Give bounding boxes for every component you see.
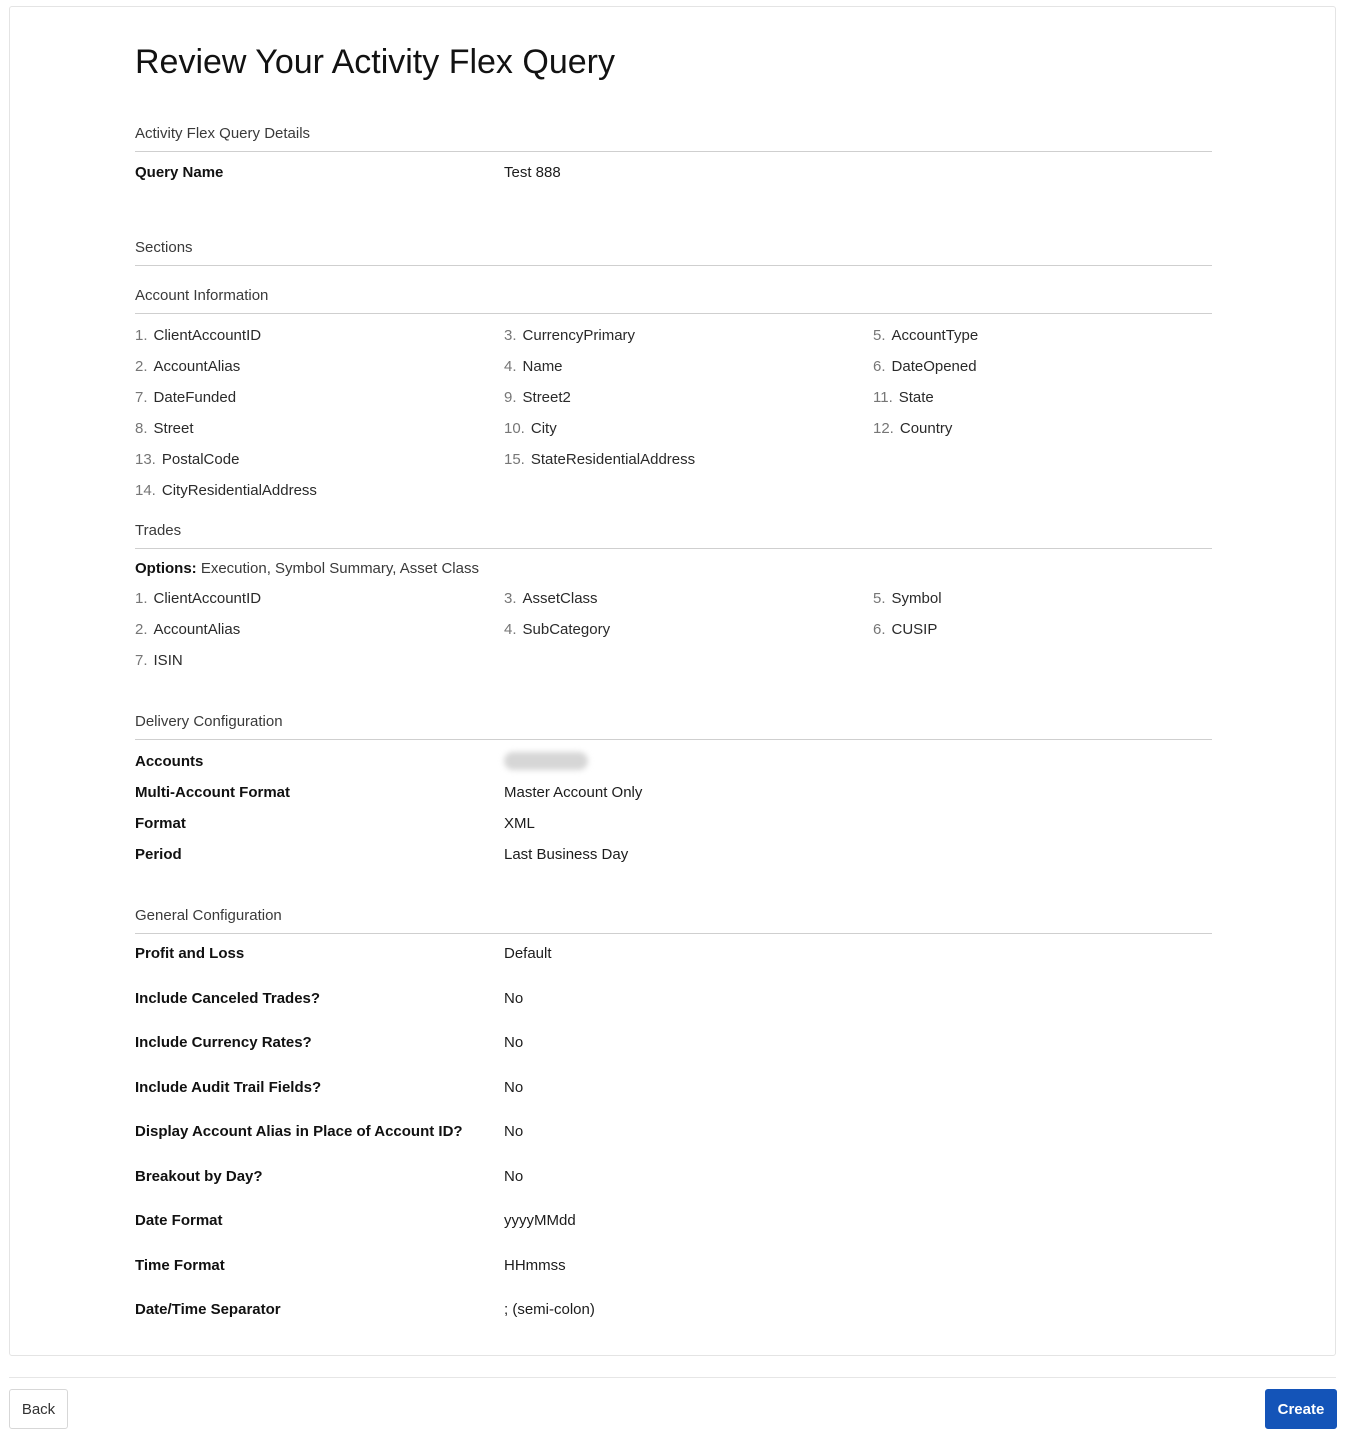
account-info-field: 8. Street	[135, 420, 194, 437]
trades-heading: Trades	[135, 522, 1212, 549]
general-value-date-format: yyyyMMdd	[504, 1212, 576, 1229]
general-label-date-format: Date Format	[135, 1212, 223, 1229]
delivery-heading: Delivery Configuration	[135, 713, 1212, 740]
delivery-label-accounts: Accounts	[135, 753, 204, 770]
trades-field: 6. CUSIP	[873, 621, 938, 638]
general-value-breakout-by-day: No	[504, 1168, 524, 1185]
page-title: Review Your Activity Flex Query	[135, 43, 615, 81]
general-label-profit-and-loss: Profit and Loss	[135, 945, 245, 962]
general-label-time-format: Time Format	[135, 1257, 225, 1274]
account-info-field: 4. Name	[504, 358, 563, 375]
general-value-display-account-alias: No	[504, 1123, 524, 1140]
details-heading: Activity Flex Query Details	[135, 125, 1212, 152]
account-info-field: 9. Street2	[504, 389, 571, 406]
general-label-include-currency-rates: Include Currency Rates?	[135, 1034, 312, 1051]
general-value-time-format: HHmmss	[504, 1257, 566, 1274]
delivery-label-period: Period	[135, 846, 182, 863]
create-button[interactable]: Create	[1265, 1389, 1337, 1429]
sections-heading: Sections	[135, 239, 1212, 266]
query-name-label: Query Name	[135, 164, 224, 181]
trades-field: 7. ISIN	[135, 652, 183, 669]
general-value-profit-and-loss: Default	[504, 945, 552, 962]
trades-field: 3. AssetClass	[504, 590, 598, 607]
general-label-include-canceled-trades: Include Canceled Trades?	[135, 990, 321, 1007]
general-heading: General Configuration	[135, 907, 1212, 934]
general-label-display-account-alias: Display Account Alias in Place of Account ID?	[135, 1123, 463, 1140]
trades-field: 2. AccountAlias	[135, 621, 241, 638]
account-info-field: 15. StateResidentialAddress	[504, 451, 696, 468]
general-value-include-currency-rates: No	[504, 1034, 524, 1051]
account-info-field: 5. AccountType	[873, 327, 979, 344]
review-card	[9, 6, 1336, 1356]
general-value-date-time-separator: ; (semi-colon)	[504, 1301, 595, 1318]
delivery-value-multi-account-format: Master Account Only	[504, 784, 643, 801]
general-label-breakout-by-day: Breakout by Day?	[135, 1168, 263, 1185]
account-info-field: 12. Country	[873, 420, 953, 437]
delivery-value-format: XML	[504, 815, 535, 832]
delivery-value-period: Last Business Day	[504, 846, 629, 863]
trades-options	[135, 560, 479, 577]
trades-options-label: Options:	[135, 560, 197, 577]
delivery-label-format: Format	[135, 815, 186, 832]
general-label-date-time-separator: Date/Time Separator	[135, 1301, 281, 1318]
account-info-field: 3. CurrencyPrimary	[504, 327, 636, 344]
back-button[interactable]: Back	[9, 1389, 68, 1429]
query-name-value: Test 888	[504, 164, 561, 181]
accounts-value-redacted	[504, 752, 588, 770]
account-info-field: 6. DateOpened	[873, 358, 977, 375]
account-information-heading: Account Information	[135, 287, 1212, 314]
account-info-field: 13. PostalCode	[135, 451, 240, 468]
general-value-include-canceled-trades: No	[504, 990, 524, 1007]
account-info-field: 2. AccountAlias	[135, 358, 241, 375]
trades-options-value: Execution, Symbol Summary, Asset Class	[200, 560, 479, 577]
general-label-include-audit-trail-fields: Include Audit Trail Fields?	[135, 1079, 322, 1096]
trades-field: 4. SubCategory	[504, 621, 611, 638]
trades-field: 5. Symbol	[873, 590, 942, 607]
account-info-field: 14. CityResidentialAddress	[135, 482, 317, 499]
account-info-field: 10. City	[504, 420, 557, 437]
footer-divider	[9, 1377, 1336, 1378]
general-value-include-audit-trail-fields: No	[504, 1079, 524, 1096]
account-info-field: 11. State	[873, 389, 934, 406]
account-info-field: 1. ClientAccountID	[135, 327, 262, 344]
trades-field: 1. ClientAccountID	[135, 590, 262, 607]
account-info-field: 7. DateFunded	[135, 389, 237, 406]
delivery-label-multi-account-format: Multi-Account Format	[135, 784, 290, 801]
